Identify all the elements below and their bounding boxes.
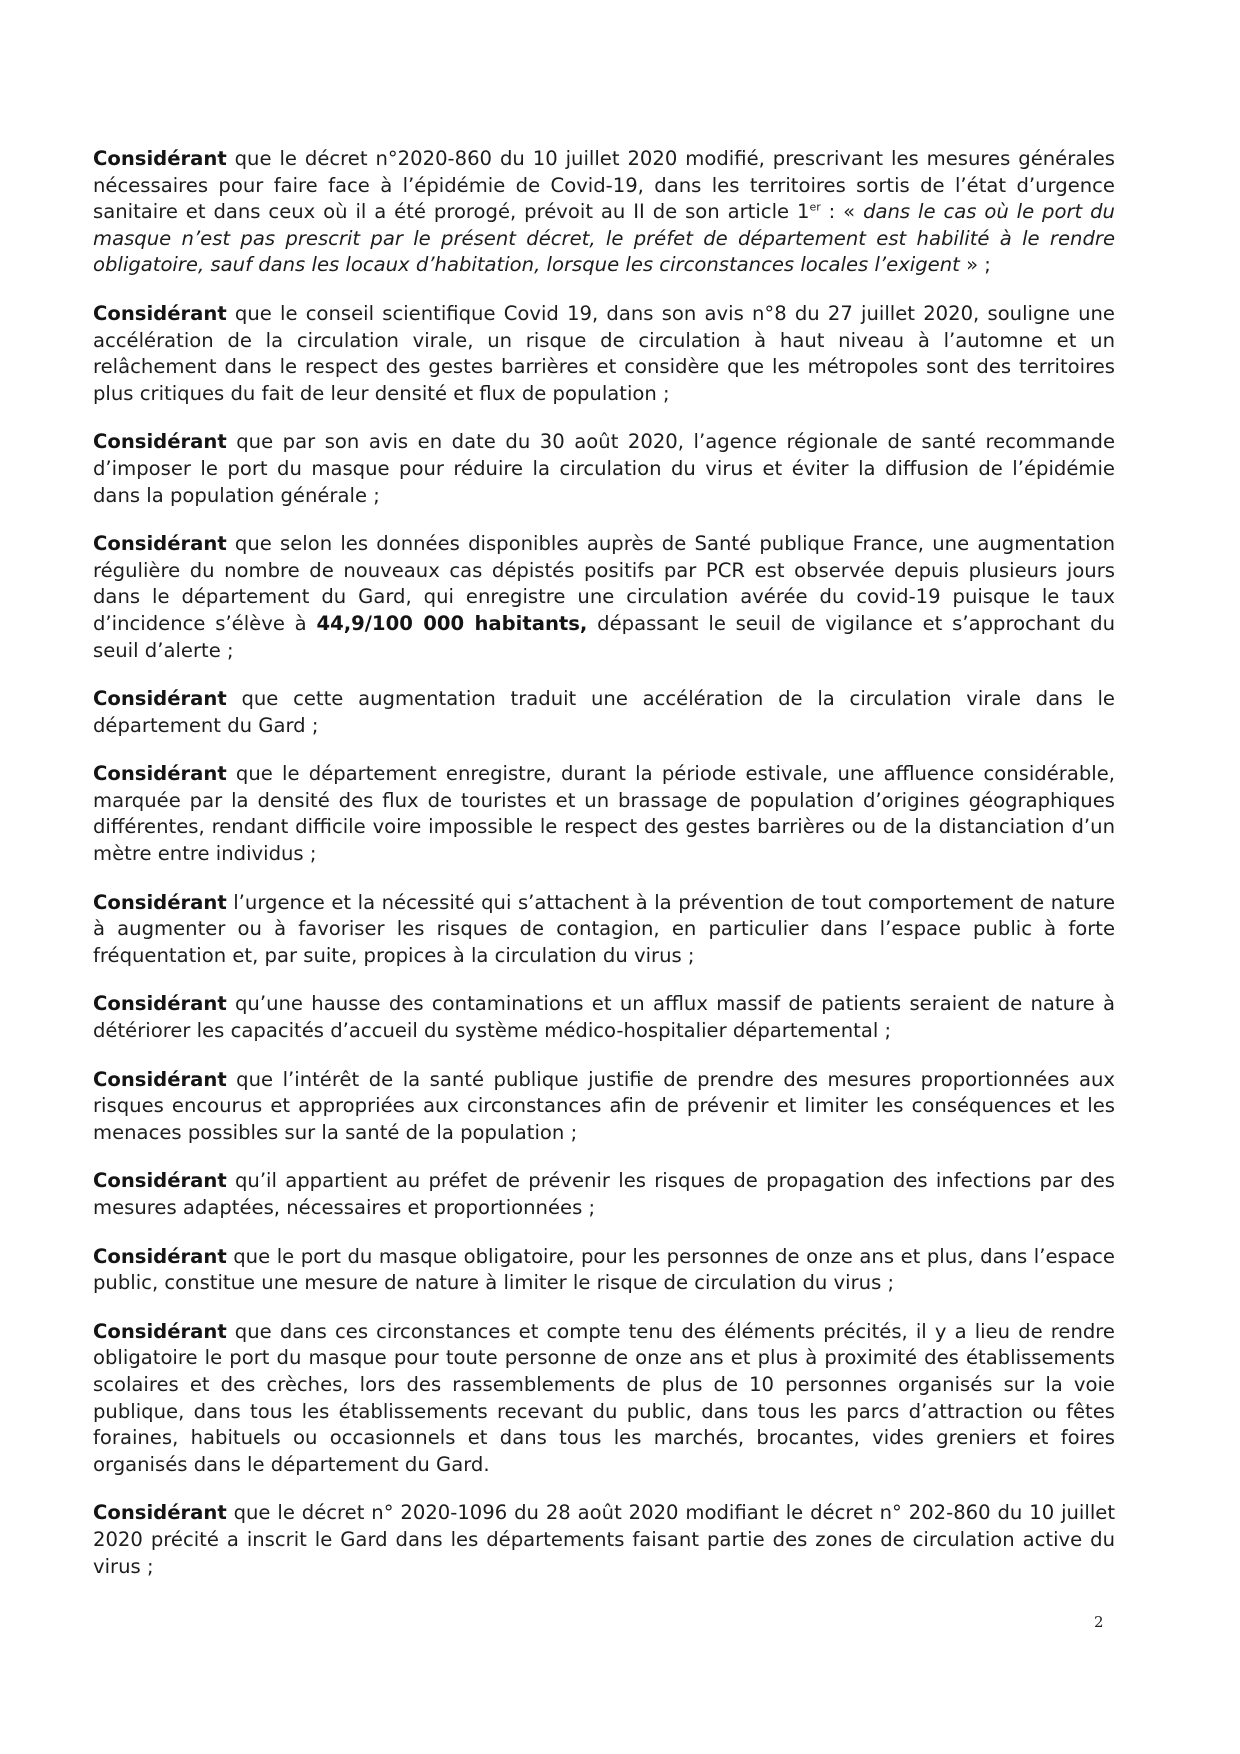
considerant-paragraph — [93, 890, 1115, 970]
considerant-paragraph — [93, 1067, 1115, 1147]
emphasis-text: Considérant — [93, 1244, 227, 1268]
emphasis-text: Considérant — [93, 687, 227, 711]
paragraph-text: que dans ces circonstances et compte tenu des éléments précités, il y a lieu de rendre obligatoire le port du masque pour toute personne de onze ans et plus à proximité des établissements scolaires et des crèches, lors des rassemblements de plus de 10 personnes organisés sur la voie publique, dans tous les établissements recevant du public, dans tous les parcs d’attraction ou fêtes foraines, habituels ou occasionnels et dans tous les marchés, brocantes, vides greniers et foires organisés dans le département du Gard. — [93, 1319, 1115, 1476]
emphasis-text: Considérant — [93, 890, 227, 914]
emphasis-text: Considérant — [93, 1501, 227, 1525]
paragraph-text: : « — [820, 200, 864, 224]
paragraph-text: qu’il appartient au préfet de prévenir les risques de propagation des infections par des mesures adaptées, nécessaires et proportionnées ; — [93, 1169, 1115, 1219]
paragraph-text: l’urgence et la nécessité qui s’attachent à la prévention de tout comportement de nature à augmenter ou à favoriser les risques de contagion, en particulier dans l’espace public à forte fréquentation et, par suite, propices à la circulation du virus ; — [93, 890, 1115, 967]
emphasis-text: Considérant — [93, 1169, 227, 1193]
emphasis-text: Considérant — [93, 532, 227, 556]
considerant-paragraph — [93, 761, 1115, 867]
emphasis-text: Considérant — [93, 762, 227, 786]
emphasis-text: Considérant — [93, 430, 227, 454]
paragraph-text: que le décret n° 2020-1096 du 28 août 2020 modifiant le décret n° 202-860 du 10 juillet 2020 précité a inscrit le Gard dans les départements faisant partie des zones de circulation active du virus ; — [93, 1501, 1115, 1578]
paragraph-text: » ; — [959, 253, 991, 277]
paragraph-text: que cette augmentation traduit une accélération de la circulation virale dans le département du Gard ; — [93, 687, 1115, 737]
emphasis-text: Considérant — [93, 1067, 227, 1091]
paragraph-text: que le département enregistre, durant la période estivale, une affluence considérable, marquée par la densité des flux de touristes et un brassage de population d’origines géographiques différentes, rendant difficile voire impossible le respect des gestes barrières ou de la distanciation d’un mètre entre individus ; — [93, 762, 1115, 866]
considerant-paragraph — [93, 1244, 1115, 1297]
paragraph-text: que par son avis en date du 30 août 2020, l’agence régionale de santé recommande d’imposer le port du masque pour réduire la circulation du virus et éviter la diffusion de l’épidémie dans la population générale ; — [93, 430, 1115, 507]
page-number: 2 — [1094, 1613, 1104, 1631]
considerant-paragraph — [93, 531, 1115, 664]
paragraph-text: que le conseil scientifique Covid 19, dans son avis n°8 du 27 juillet 2020, souligne une accélération de la circulation virale, un risque de circulation à haut niveau à l’automne et un relâchement dans le respect des gestes barrières et considère que les métropoles sont des territoires plus critiques du fait de leur densité et flux de population ; — [93, 301, 1115, 405]
considerant-paragraph — [93, 1500, 1115, 1580]
considerant-paragraph — [93, 1168, 1115, 1221]
emphasis-text: Considérant — [93, 992, 227, 1016]
paragraph-text: dépassant le seuil de vigilance et s’approchant du seuil d’alerte ; — [93, 611, 1115, 662]
considerant-paragraph — [93, 686, 1115, 739]
paragraph-text: qu’une hausse des contaminations et un afflux massif de patients seraient de nature à détériorer les capacités d’accueil du système médico-hospitalier départemental ; — [93, 992, 1115, 1043]
emphasis-text: Considérant — [93, 301, 227, 325]
paragraph-text: que selon les données disponibles auprès de Santé publique France, une augmentation régulière du nombre de nouveaux cas dépistés positifs par PCR est observée depuis plusieurs jours dans le département du Gard, qui enregistre une circulation avérée du covid-19 puisque le taux d’incidence s’élève à — [93, 532, 1115, 635]
paragraph-text: que le décret n°2020-860 du 10 juillet 2020 modifié, prescrivant les mesures générales nécessaires pour faire face à l’épidémie de Covid-19, dans les territoires sortis de l’état d’urgence sanitaire et dans ceux où il a été prorogé, prévoit au II de son article 1 — [93, 147, 1115, 224]
paragraph-text: que l’intérêt de la santé publique justifie de prendre des mesures proportionnées aux risques encourus et appropriées aux circonstances afin de prévenir et limiter les conséquences et les menaces possibles sur la santé de la population ; — [93, 1067, 1115, 1144]
paragraph-text: que le port du masque obligatoire, pour les personnes de onze ans et plus, dans l’espace public, constitue une mesure de nature à limiter le risque de circulation du virus ; — [93, 1244, 1115, 1295]
document-body — [93, 146, 1115, 1602]
emphasis-text: 44,9/100 000 habitants, — [316, 611, 588, 635]
quoted-text: dans le cas où le port du masque n’est pas prescrit par le présent décret, le préfet de département est habilité à le rendre obligatoire, sauf dans les locaux d’habitation, lorsque les circonstances locales l’exigent — [93, 200, 1115, 277]
considerant-paragraph — [93, 991, 1115, 1044]
considerant-paragraph — [93, 301, 1115, 407]
considerant-paragraph — [93, 429, 1115, 509]
emphasis-text: Considérant — [93, 147, 227, 170]
considerant-paragraph — [93, 146, 1115, 279]
considerant-paragraph — [93, 1319, 1115, 1479]
emphasis-text: Considérant — [93, 1319, 227, 1343]
paragraph-text: er — [809, 200, 821, 214]
